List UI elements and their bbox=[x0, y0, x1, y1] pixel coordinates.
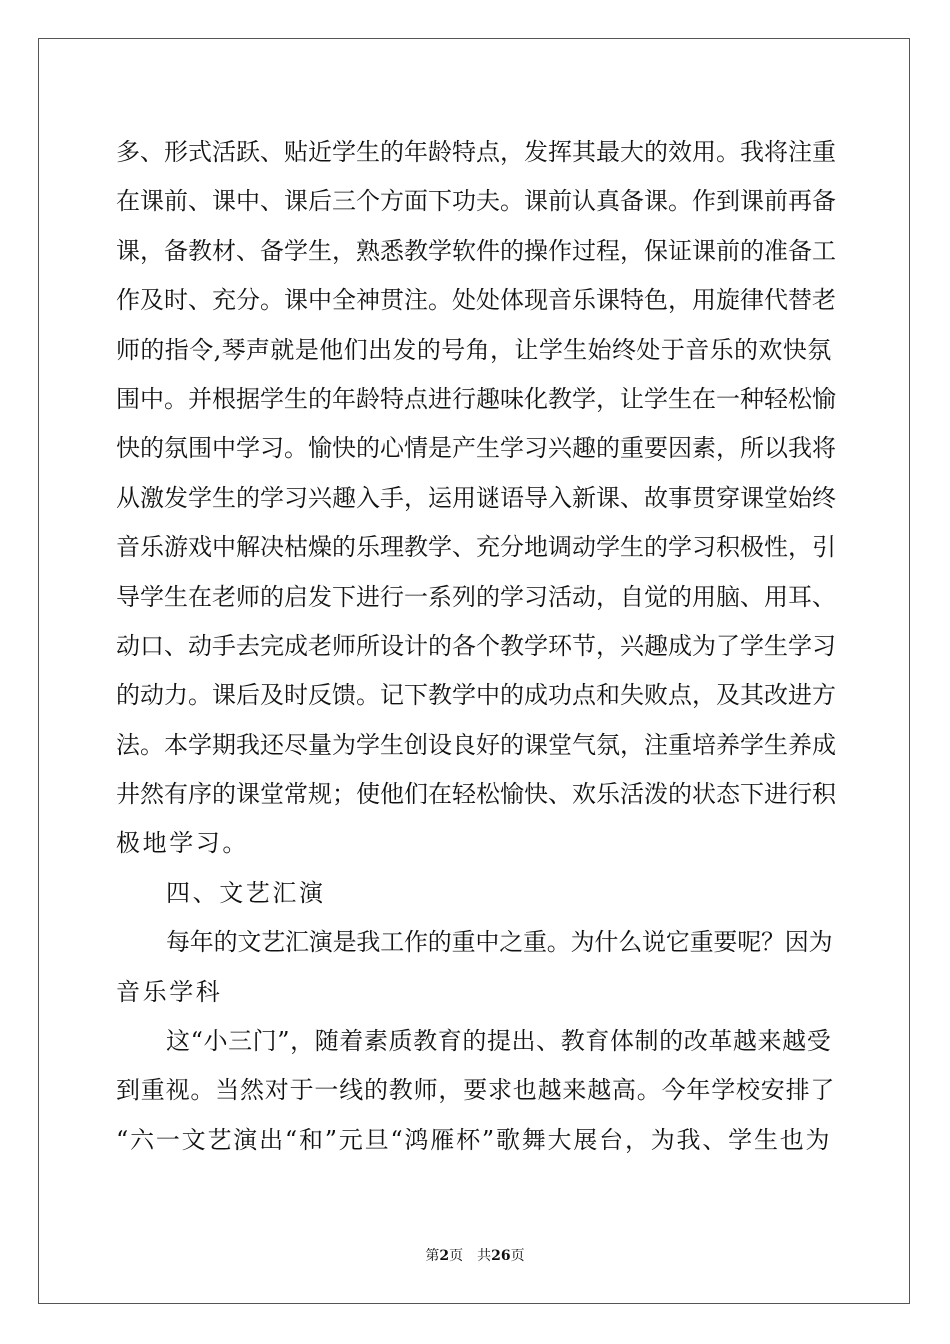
document-body bbox=[116, 128, 836, 1165]
text-line: 井然有序的课堂常规；使他们在轻松愉快、欢乐活泼的状态下进行积 bbox=[116, 780, 836, 809]
text-line: 导学生在老师的启发下进行一系列的学习活动，自觉的用脑、用耳、 bbox=[116, 582, 836, 611]
text-line: 围中。并根据学生的年龄特点进行趣味化教学，让学生在一种轻松愉 bbox=[116, 384, 836, 413]
current-page-number: 2 bbox=[439, 1248, 450, 1264]
text-line: 音乐游戏中解决枯燥的乐理教学、充分地调动学生的学习积极性，引 bbox=[116, 533, 836, 562]
total-suffix: 页 bbox=[510, 1248, 525, 1264]
text-line: 这“小三门”，随着素质教育的提出、教育体制的改革越来越受 bbox=[166, 1027, 832, 1056]
text-line: 的动力。课后及时反馈。记下教学中的成功点和失败点，及其改进方 bbox=[116, 681, 836, 710]
text-line: 作及时、充分。课中全神贯注。处处体现音乐课特色，用旋律代替老 bbox=[116, 286, 836, 315]
section-heading: 四、文艺汇演 bbox=[166, 878, 326, 907]
text-line: 课，备教材、备学生，熟悉教学软件的操作过程，保证课前的准备工 bbox=[116, 236, 836, 265]
text-line: 在课前、课中、课后三个方面下功夫。课前认真备课。作到课前再备 bbox=[116, 187, 836, 216]
total-prefix: 共 bbox=[477, 1248, 492, 1264]
text-line: 师的指令,琴声就是他们出发的号角，让学生始终处于音乐的欢快氛 bbox=[116, 335, 832, 364]
text-line: 法。本学期我还尽量为学生创设良好的课堂气氛，注重培养学生养成 bbox=[116, 730, 836, 759]
text-line: 多、形式活跃、贴近学生的年龄特点，发挥其最大的效用。我将注重 bbox=[116, 138, 836, 166]
text-line: 音乐学科 bbox=[116, 977, 223, 1006]
text-line: 动口、动手去完成老师所设计的各个教学环节，兴趣成为了学生学习 bbox=[116, 631, 836, 660]
page-prefix: 第 bbox=[425, 1248, 440, 1264]
text-line: 从激发学生的学习兴趣入手，运用谜语导入新课、故事贯穿课堂始终 bbox=[116, 483, 836, 512]
text-line: 快的氛围中学习。愉快的心情是产生学习兴趣的重要因素，所以我将 bbox=[116, 434, 836, 463]
text-line: 到重视。当然对于一线的教师，要求也越来越高。今年学校安排了 bbox=[116, 1076, 836, 1105]
page-footer bbox=[0, 1246, 950, 1266]
text-line: “六一文艺演出“和”元旦“鸿雁杯”歌舞大展台，为我、学生也为 bbox=[116, 1125, 832, 1154]
text-line: 极地学习。 bbox=[116, 829, 249, 858]
text-line: 每年的文艺汇演是我工作的重中之重。为什么说它重要呢？因为 bbox=[166, 928, 833, 957]
page-suffix: 页 bbox=[449, 1248, 464, 1264]
total-pages-number: 26 bbox=[491, 1248, 511, 1264]
